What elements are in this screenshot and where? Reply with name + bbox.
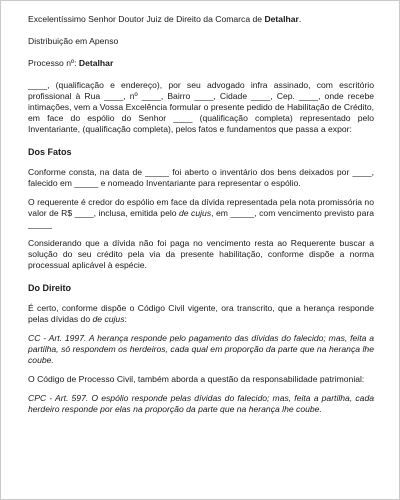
fatos-p2-text: O requerente é credor do espólio em face da dívida representada pela nota promissória no valor de R$ ____, inclusa, emitida pelo — [28, 197, 374, 218]
cpc-article-quote: CPC - Art. 597. O espólio responde pelas dívidas do falecido; mas, feita a partilha, cada herdeiro responde por elas na proporção da parte que na herança lhe coube. — [28, 393, 374, 414]
section-heading-fatos: Dos Fatos — [28, 147, 72, 157]
intro-paragraph: ____, (qualificação e endereço), por seu advogado infra assinado, com escritório profissional à Rua ____, nº ____, Bairro ____, Cidade ____, Cep. ____, onde recebe intimações, vem a Vossa Excelência formular o presente pedido de Habilitação de Crédito, em face do espólio do Senhor ____ (qualificação completa) representado pelo Inventariante, (qualificação completa), pelos fatos e fundamentos que passa a expor: — [28, 80, 374, 134]
direito-p1-end: : — [124, 314, 127, 324]
fatos-paragraph-3: Considerando que a dívida não foi paga no vencimento resta ao Requerente buscar a solução do seu crédito pela via da presente habilitação, conforme dispõe a norma processual aplicável à espécie. — [28, 238, 374, 270]
direito-p1-text: É certo, conforme dispõe o Código Civil vigente, ora transcrito, que a herança responde pelas dívidas do — [28, 303, 374, 324]
direito-paragraph-1 — [28, 303, 374, 325]
fatos-paragraph-1: Conforme consta, na data de _____ foi aberto o inventário dos bens deixados por ____, falecido em _____ e nomeado Inventariante para representar o espólio. — [28, 167, 374, 188]
salutation-end: . — [298, 14, 302, 24]
de-cujus-term: de cujus — [179, 208, 212, 218]
salutation — [28, 14, 374, 25]
direito-paragraph-2: O Código de Processo Civil, também aborda a questão da responsabilidade patrimonial: — [28, 374, 365, 384]
comarca-placeholder: Detalhar — [264, 14, 299, 24]
fatos-paragraph-2 — [28, 197, 374, 230]
de-cujus-term: de cujus — [92, 314, 125, 324]
distribution-line: Distribuição em Apenso — [28, 36, 119, 46]
process-value: Detalhar — [78, 58, 114, 68]
fatos-p2-end: , em _____, com vencimento previsto para _____ — [28, 208, 374, 229]
process-line — [28, 58, 374, 69]
section-heading-direito: Do Direito — [28, 283, 72, 293]
cc-article-quote: CC - Art. 1997. A herança responde pelo pagamento das dívidas do falecido; mas, feita a partilha, só respondem os herdeiros, cada qual em proporção da parte que na herança lhe coube. — [28, 333, 374, 365]
salutation-text: Excelentíssimo Senhor Doutor Juiz de Direito da Comarca de — [28, 14, 265, 24]
process-label: Processo nº: — [28, 58, 79, 68]
